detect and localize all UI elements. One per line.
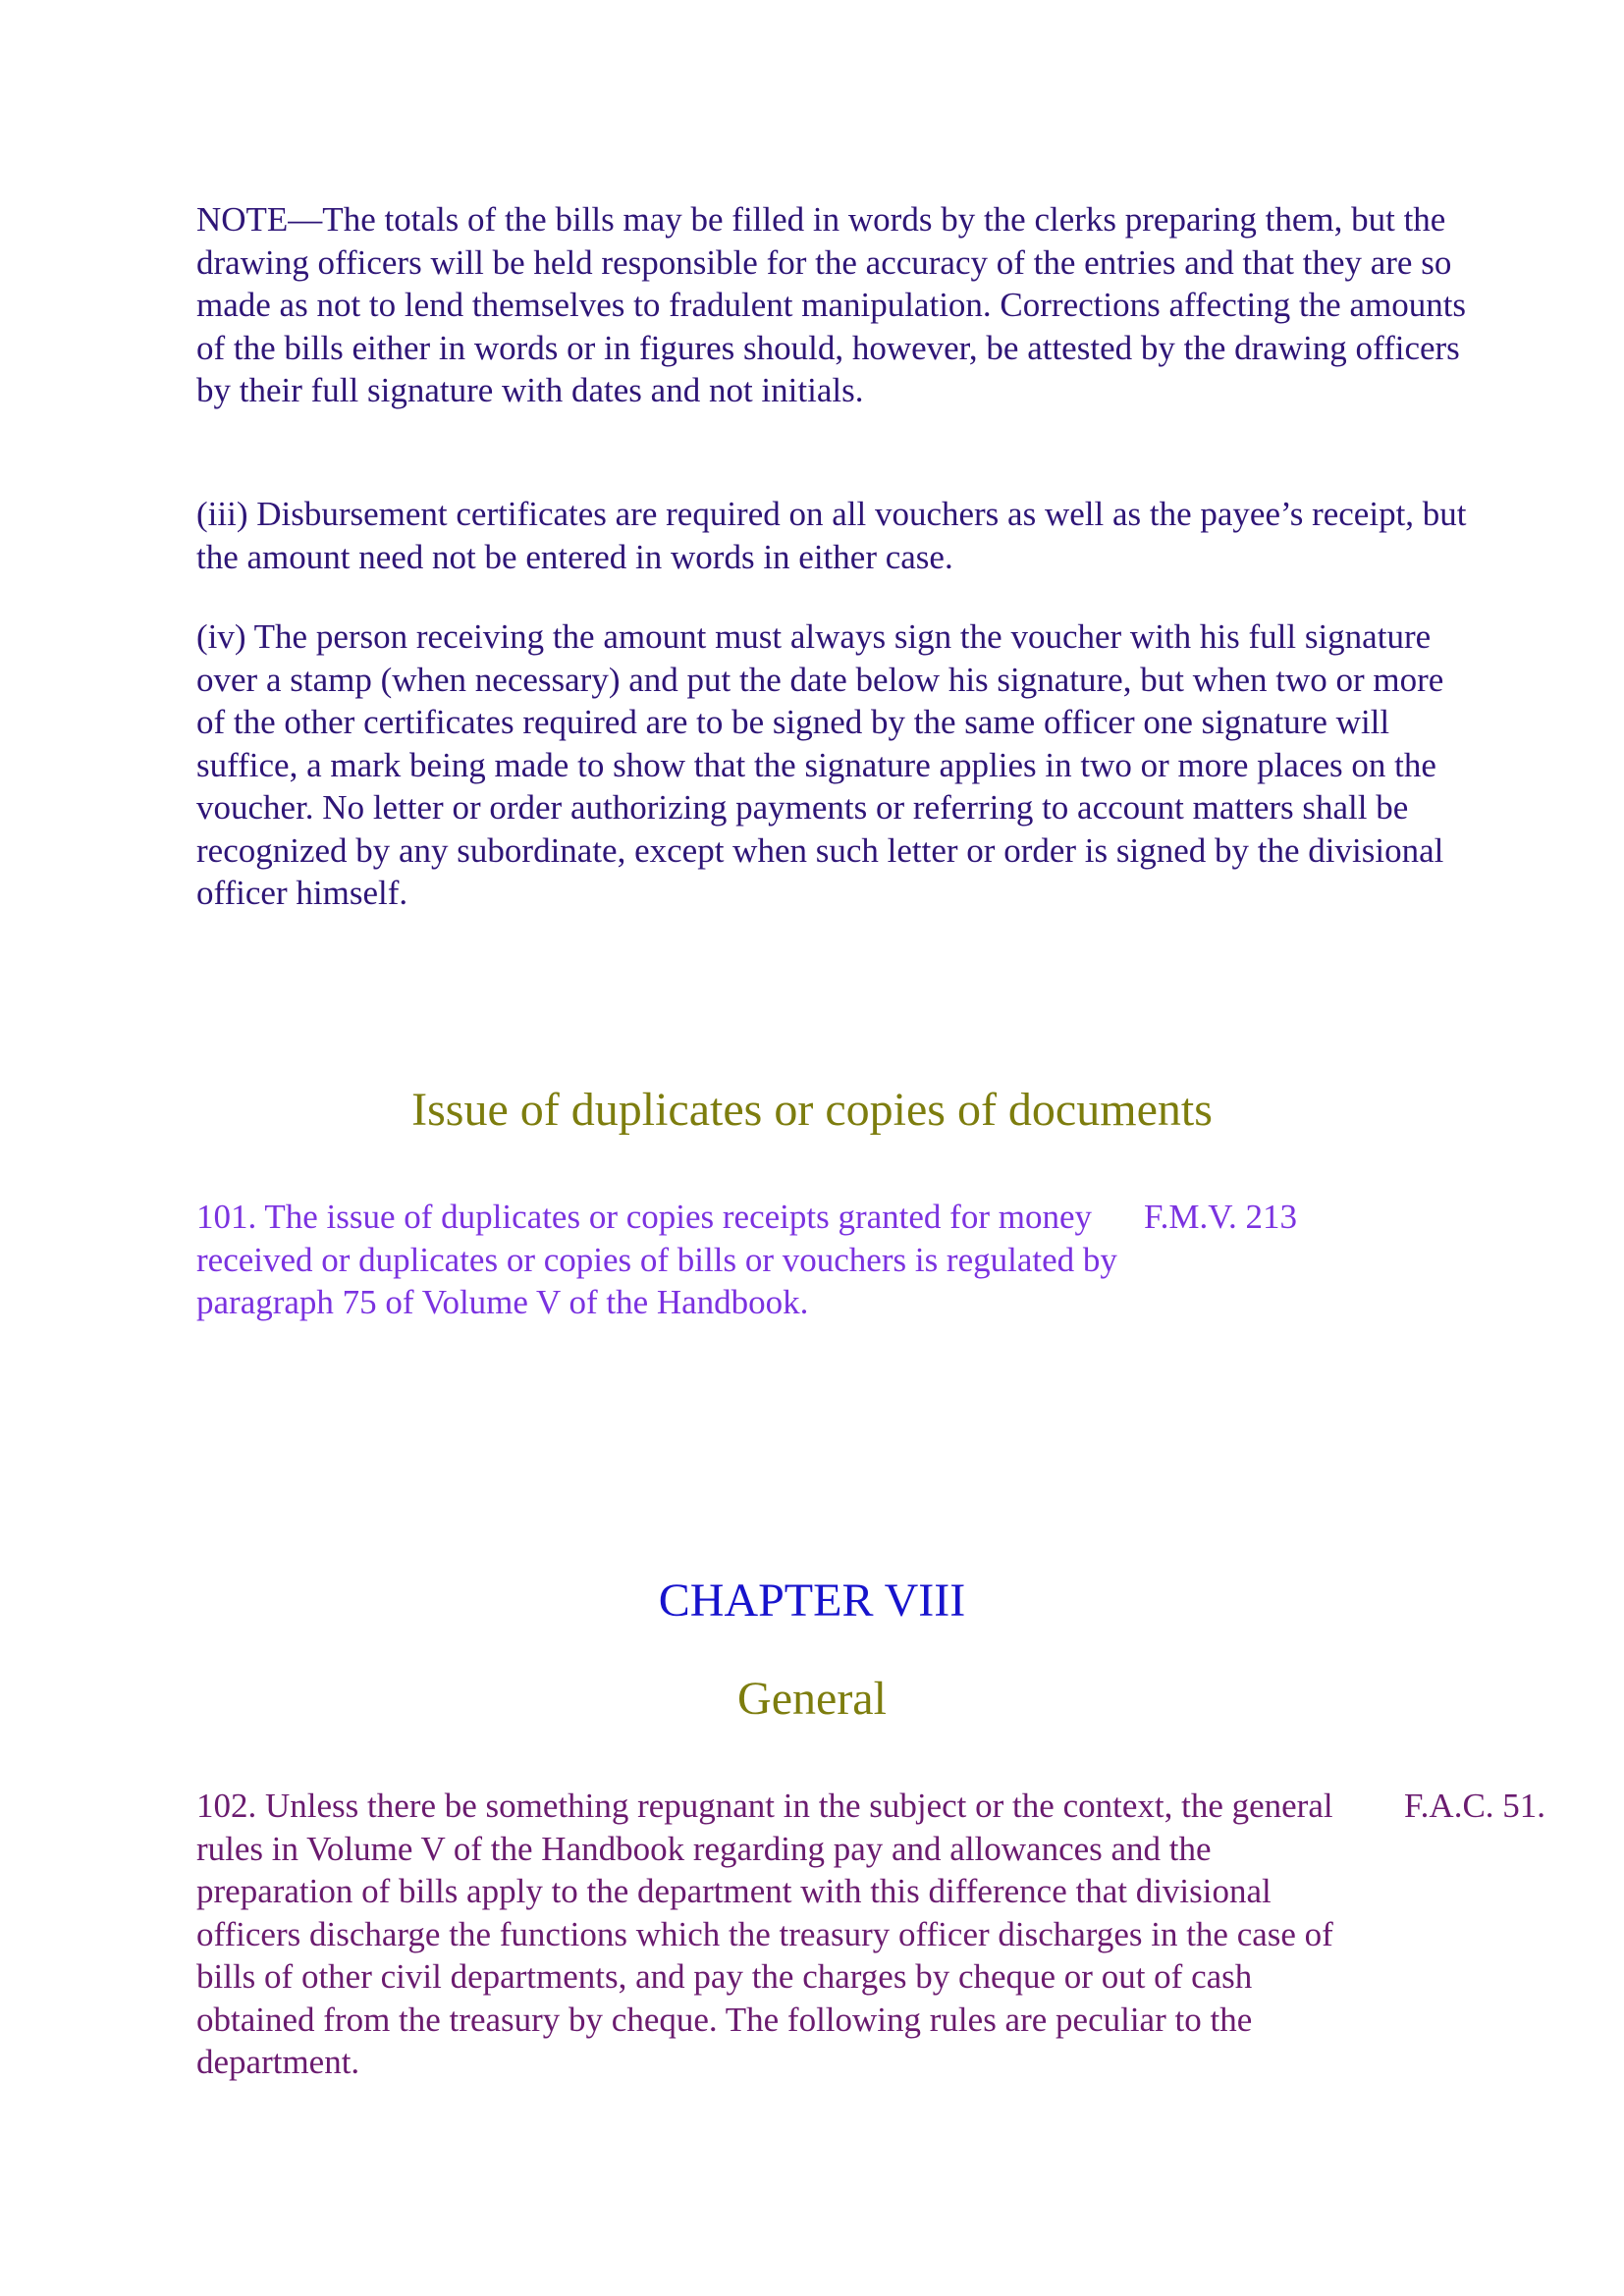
paragraph-101: 101. The issue of duplicates or copies receipts granted for money received or duplicates or copies of bills or vouchers is regulated by paragraph 75 of Volume V of the Handbook. <box>196 1198 1117 1321</box>
chapter-title: CHAPTER VIII <box>658 1575 966 1627</box>
clause-iv-paragraph: (iv) The person receiving the amount must always sign the voucher with his full signature over a stamp (when necessary) and put the date below his signature, but when two or more of the other certificates required are to be signed by the same officer one signature will suffice, a mark being made to show that the signature applies in two or more places on the voucher. No letter or order authorizing payments or referring to account matters shall be recognized by any subordinate, except when such letter or order is signed by the divisional officer himself. <box>196 617 1444 912</box>
note-paragraph: NOTE—The totals of the bills may be filled in words by the clerks preparing them, but the drawing officers will be held responsible for the accuracy of the entries and that they are so made as not to lend themselves to fradulent manipulation. Corrections affecting the amounts of the bills either in words or in figures should, however, be attested by the drawing officers by their full signature with dates and not initials. <box>196 200 1467 409</box>
margin-reference-101: F.M.V. 213 <box>1144 1198 1298 1236</box>
section-heading: Issue of duplicates or copies of documents <box>411 1084 1213 1136</box>
margin-reference-102: F.A.C. 51. <box>1404 1787 1546 1825</box>
paragraph-102: 102. Unless there be something repugnant in the subject or the context, the general rules in Volume V of the Handbook regarding pay and allowances and the preparation of bills apply to the department with this difference that divisional officers discharge the functions which the treasury officer discharges in the case of bills of other civil departments, and pay the charges by cheque or out of cash obtained from the treasury by cheque. The following rules are peculiar to the department. <box>196 1787 1333 2081</box>
chapter-subtitle: General <box>737 1673 887 1725</box>
clause-iii-paragraph: (iii) Disbursement certificates are required on all vouchers as well as the payee’s receipt, but the amount need not be entered in words in either case. <box>196 495 1467 576</box>
